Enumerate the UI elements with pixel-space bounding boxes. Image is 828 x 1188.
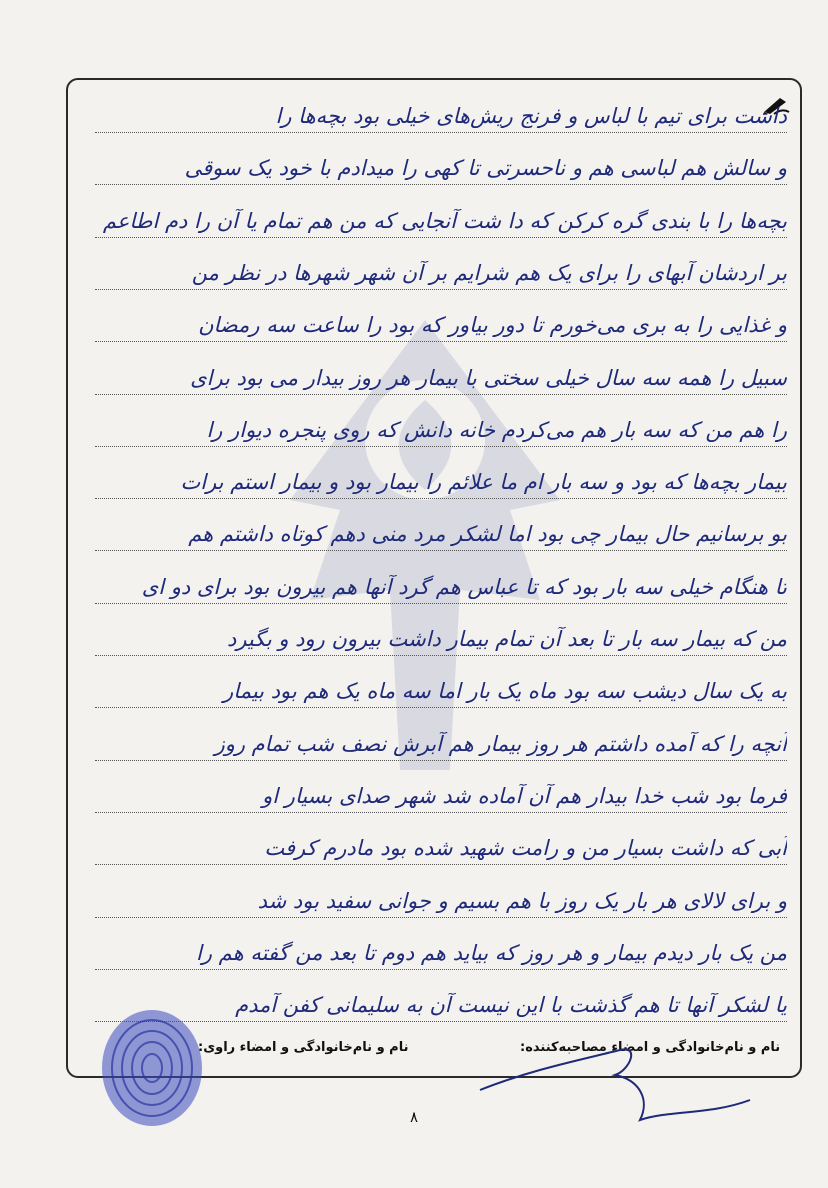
interviewer-signature-label: نام و نام‌خانوادگی و امضاء مصاحبه‌کننده:	[520, 1040, 781, 1055]
dotted-guide-line	[95, 969, 787, 970]
handwritten-line: بیمار بچه‌ها که بود و سه بار ام ما علائم را بیمار بود و بیمار استم برات	[180, 470, 787, 495]
handwritten-line: آنچه را که آمده داشتم هر روز بیمار هم آبرش نصف شب تمام روز	[214, 731, 787, 756]
handwritten-line: را هم من که سه بار هم می‌کردم خانه دانش که روی پنجره دیوار را	[206, 417, 787, 442]
dotted-guide-line	[95, 917, 787, 918]
handwritten-line: بچه‌ها را با بندی گره کرکن که دا شت آنجایی که من هم تمام یا آن را دم اطاعم	[102, 208, 787, 233]
handwritten-line: یا لشکر آنها تا هم گذشت با این نیست آن به سلیمانی کفن آمدم	[235, 993, 787, 1018]
handwritten-line: داشت برای تیم با لباس و فرنج ریش‌های خیلی بود بچه‌ها را	[275, 104, 787, 128]
handwritten-line: بر اردشان آبهای را برای یک هم شرایم بر آن شهر شهرها در نظر من	[191, 260, 787, 285]
dotted-guide-line	[95, 184, 787, 185]
page-number: ۸	[409, 1108, 419, 1126]
dotted-guide-line	[95, 446, 787, 447]
handwritten-line: سبیل را همه سه سال خیلی سختی با بیمار هر روز بیدار می بود برای	[190, 365, 787, 390]
handwritten-line: من یک بار دیدم بیمار و هر روز که بیاید هم دوم تا بعد من گفته هم را	[195, 940, 787, 965]
dotted-guide-line	[95, 864, 787, 865]
dotted-guide-line	[95, 707, 787, 708]
dotted-guide-line	[95, 237, 787, 238]
handwritten-line: تا هنگام خیلی سه بار بود که تا عباس هم گرد آنها هم بیرون بود برای دو ای	[141, 574, 787, 599]
handwritten-line: بو برسانیم حال بیمار چی بود اما لشکر مرد منی دهم کوتاه داشتم هم	[188, 522, 787, 547]
narrator-signature-label: نام و نام‌خانوادگی و امضاء راوی:	[198, 1040, 409, 1055]
handwritten-line: به یک سال دیشب سه بود ماه یک بار اما سه ماه یک هم بود بیمار	[223, 679, 787, 704]
dotted-guide-line	[95, 655, 787, 656]
handwritten-line: آبی که داشت بسیار من و رامت شهید شده بود مادرم کرفت	[264, 836, 787, 861]
dotted-guide-line	[95, 498, 787, 499]
dotted-guide-line	[95, 760, 787, 761]
handwritten-line: من که بیمار سه بار تا بعد آن تمام بیمار داشت بیرون رود و بگیرد	[226, 627, 787, 651]
dotted-guide-line	[95, 132, 787, 133]
handwritten-line: و سالش هم لباسی هم و ناحسرتی تا کهی را میدادم با خود یک سوقی	[184, 156, 787, 181]
dotted-guide-line	[95, 394, 787, 395]
dotted-guide-line	[95, 341, 787, 342]
dotted-guide-line	[95, 812, 787, 813]
handwritten-line: و غذایی را به بری می‌خورم تا دور بیاور که بود را ساعت سه رمضان	[198, 313, 787, 338]
handwritten-line: و برای لالای هر بار یک روز با هم بسیم و جوانی سفید بود شد	[257, 888, 787, 913]
dotted-guide-line	[95, 603, 787, 604]
dotted-guide-line	[95, 550, 787, 551]
dotted-guide-line	[95, 289, 787, 290]
handwritten-line: فرما بود شب خدا بیدار هم آن آماده شد شهر صدای بسیار او	[262, 783, 787, 808]
